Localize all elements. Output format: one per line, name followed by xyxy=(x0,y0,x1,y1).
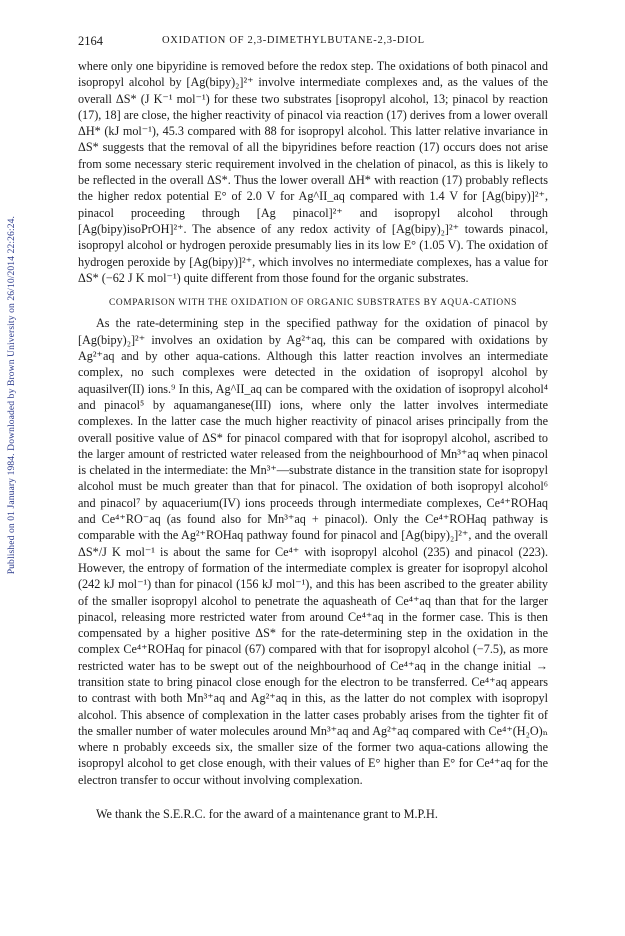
section-heading: COMPARISON WITH THE OXIDATION OF ORGANIC SUBSTRATES BY AQUA-CATIONS xyxy=(109,298,517,309)
article-body xyxy=(78,58,548,822)
download-watermark xyxy=(4,150,18,640)
page-header xyxy=(78,34,548,50)
download-watermark-text: Published on 01 January 1984. Downloaded by Brown University on 26/10/2014 22:26:24. xyxy=(5,215,17,575)
paragraph-1: where only one bipyridine is removed before the redox step. The oxidations of both pinacol and isopropyl alcohol by [Ag(bipy)₂]²⁺ involve intermediate complexes and, as the values of the overall ΔS* (J K⁻¹ mol⁻¹) for these two substrates [isopropyl alcohol, 13; pinacol by reaction (17), 18] are close, the higher reactivity of pinacol via reaction (17) derives from a lower overall ΔH* (kJ mol⁻¹), 45.3 compared with 88 for isopropyl alcohol. This latter relative invariance in ΔS* suggests that the removal of all the bipyridines before reaction (17) occurs does not arise from some necessary steric requirement involved in the chelation of pinacol, as this is likely to be reflected in the overall ΔS*. Thus the lower overall ΔH* with reaction (17) probably reflects the higher redox potential E° of 2.0 V for Ag^II_aq compared with 1.4 V for [Ag(bipy)]²⁺, pinacol proceeding through [Ag pinacol]²⁺ and isopropyl alcohol through [Ag(bipy)isoPrOH]²⁺. The absence of any redox activity of [Ag(bipy)₂]²⁺ towards pinacol, isopropyl alcohol or hydrogen peroxide presumably lies in its low E° (1.05 V). The oxidation of hydrogen peroxide by [Ag(bipy)]²⁺, which involves no intermediate complexes, has a value for ΔS* (−62 J K mol⁻¹) quite different from those found for the organic substrates. xyxy=(78,59,548,285)
acknowledgement: We thank the S.E.R.C. for the award of a maintenance grant to M.P.H. xyxy=(96,807,438,822)
page-number: 2164 xyxy=(78,34,103,48)
paragraph-2: As the rate-determining step in the specified pathway for the oxidation of pinacol by [Ag(bipy)₂]²⁺ involves an oxidation by Ag²⁺aq, this can be compared with oxidations by Ag²⁺aq and by other aqua-cations. Although this latter reaction involves an intermediate complex, no such complexes were detected in the oxidation of isopropyl alcohol by aquasilver(II) ions.⁹ In this, Ag^II_aq can be compared with the oxidation of isopropyl alcohol⁴ and pinacol⁵ by aquamanganese(III) ions, where only the latter involves intermediate complexes. In the latter case the much higher reactivity of pinacol arises principally from the overall positive value of ΔS* for pinacol compared with that for isopropyl alcohol, ascribed to the larger amount of restricted water released from the neighbourhood of Mn³⁺aq when pinacol is chelated in the intermediate: the Mn³⁺—substrate distance in the transition state for isopropyl alcohol must be much greater than that for pinacol. The oxidation of both isopropyl alcohol⁶ and pinacol⁷ by aquacerium(IV) ions proceeds through intermediate complexes, Ce⁴⁺ROHaq and Ce⁴⁺RO⁻aq (as found also for Mn³⁺aq + pinacol). Only the Ce⁴⁺ROHaq pathway is comparable with the Ag²⁺ROHaq pathway found for pinacol and [Ag(bipy)₂]²⁺, and the overall ΔS*/J K mol⁻¹ is about the same for Ce⁴⁺ with isopropyl alcohol (235) and pinacol (223). However, the entropy of formation of the intermediate complex is greater for isopropyl alcohol (242 kJ mol⁻¹) than for pinacol (156 kJ mol⁻¹), and this has been ascribed to the greater ability of the smaller isopropyl alcohol to penetrate the aquasheath of Ce⁴⁺aq than that for the larger pinacol, releasing more restricted water from around Ce⁴⁺aq in the former case. This is then compensated by a higher positive ΔS* for the rate-determining step in the oxidation in the complex Ce⁴⁺ROHaq for pinacol (67) compared with that for isopropyl alcohol (−7.5), as more restricted water has to be swept out of the neighbourhood of Ce⁴⁺aq in the change initial → transition state to bring pinacol close enough for the electron to be transferred. Ce⁴⁺aq appears to contrast with both Mn³⁺aq and Ag²⁺aq in this, as the latter do not complex with isopropyl alcohol. This absence of complexation in the latter cases probably arises from the tighter fit of the smaller number of water molecules around Mn³⁺aq and Ag²⁺aq compared with Ce⁴⁺(H₂O)ₙ where n probably exceeds six, the smaller size of the former two aqua-cations allowing the isopropyl alcohol to get close enough, with their values of E° higher than E° for Ce⁴⁺aq for the electron transfer to occur without involving complexation. xyxy=(78,316,548,787)
running-title: OXIDATION OF 2,3-DIMETHYLBUTANE-2,3-DIOL xyxy=(162,35,425,46)
